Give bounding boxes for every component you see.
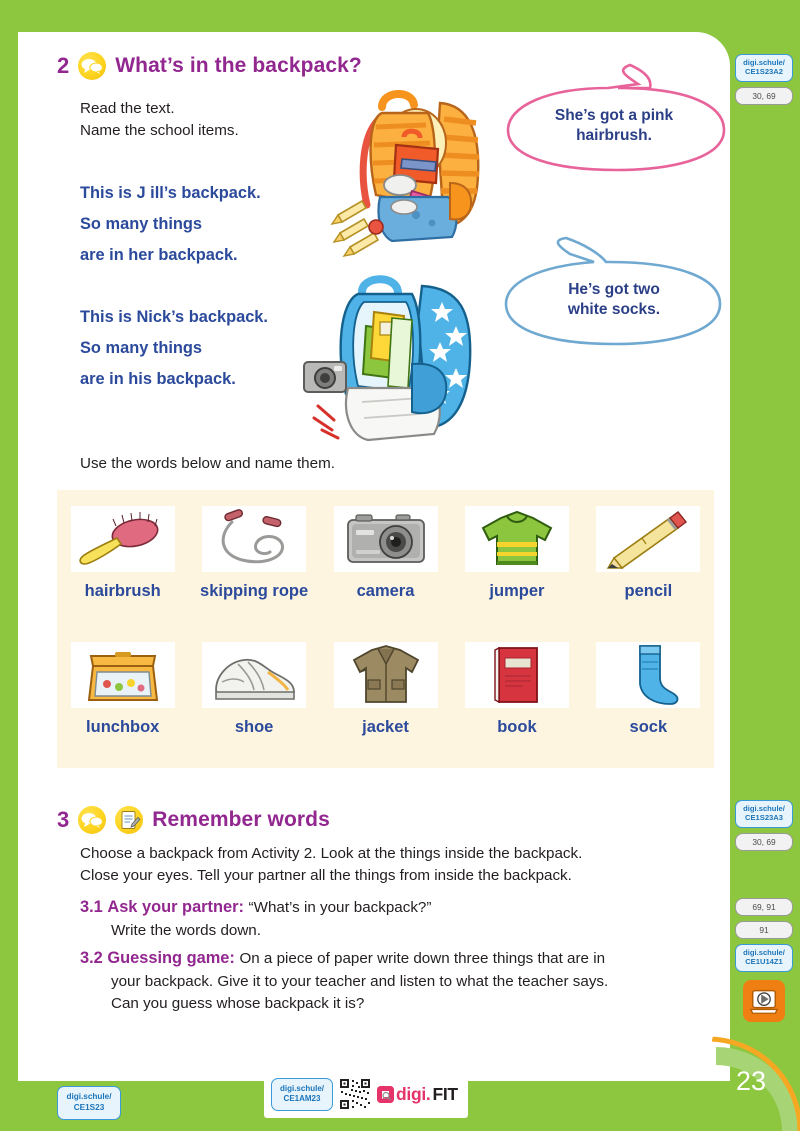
- vocab-label-jumper: jumper: [489, 582, 545, 600]
- jill-text-line-3: are in her backpack.: [80, 246, 238, 264]
- jill-backpack-illustration: [320, 75, 505, 260]
- activity-3-2-number: 3.2: [80, 949, 103, 967]
- activity-3-2-line: [80, 948, 605, 969]
- digischule-code-badge-1[interactable]: [735, 54, 793, 82]
- activity-2-instruction-1: Read the text.: [80, 100, 175, 117]
- speech-bubbles-icon: [78, 52, 106, 80]
- activity-2-instruction-2: Name the school items.: [80, 122, 239, 139]
- sidebar-badge-group-1: [733, 54, 795, 105]
- jumper-image: [465, 506, 569, 572]
- activity-2-heading: [57, 52, 362, 80]
- shoe-image: [202, 642, 306, 708]
- digifit-text-b: FIT: [432, 1083, 458, 1104]
- sidebar-badge-group-3: [733, 898, 795, 1022]
- sidebar-badge-group-2: [733, 800, 795, 851]
- activity-3-1-quote: “What’s in your backpack?”: [248, 899, 432, 916]
- activity-3-number: 3: [57, 807, 70, 832]
- digischule-prefix: digi.schule/: [279, 1083, 324, 1093]
- nick-text-line-1: This is Nick’s backpack.: [80, 308, 268, 326]
- digischule-prefix: digi.schule/: [66, 1092, 112, 1101]
- vocabulary-row-2: [57, 642, 714, 737]
- vocab-item-shoe[interactable]: [188, 642, 319, 737]
- nick-backpack-illustration: [292, 268, 492, 448]
- activity-3-intro-1: Choose a backpack from Activity 2. Look at the things inside the backpack.: [80, 845, 583, 862]
- use-words-instruction: Use the words below and name them.: [80, 455, 335, 472]
- speech-bubbles-icon: [78, 806, 106, 834]
- digischule-prefix: digi.schule/: [743, 58, 785, 67]
- digifit-logo[interactable]: [377, 1084, 458, 1105]
- camera-image: [334, 506, 438, 572]
- bubble-blue-line-2: white socks.: [567, 301, 661, 318]
- page-ref-badge-2[interactable]: 30, 69: [735, 833, 793, 851]
- speech-bubble-blue: [500, 236, 728, 348]
- activity-3-2-line-2: your backpack. Give it to your teacher and listen to what the teacher says.: [111, 973, 609, 990]
- vocab-label-skipping-rope: skipping rope: [200, 582, 309, 600]
- book-image: [465, 642, 569, 708]
- jill-text-line-2: So many things: [80, 215, 203, 233]
- vocabulary-row-1: [57, 506, 714, 601]
- jacket-image: [334, 642, 438, 708]
- activity-2-number: 2: [57, 53, 70, 78]
- vocab-item-lunchbox[interactable]: [57, 642, 188, 737]
- digifit-text-a: digi.: [396, 1083, 431, 1104]
- activity-3-1-label: Ask your partner:: [107, 898, 244, 916]
- footer-digifit-block: [264, 1070, 468, 1118]
- digischule-code: CE1S23A3: [745, 813, 783, 823]
- vocab-label-jacket: jacket: [362, 718, 409, 736]
- activity-3-1-number: 3.1: [80, 898, 103, 916]
- lunchbox-image: [71, 642, 175, 708]
- notepad-pencil-icon: [115, 806, 143, 834]
- activity-3-1-line: [80, 897, 431, 918]
- vocab-label-book: book: [497, 718, 537, 736]
- vocab-label-shoe: shoe: [234, 718, 274, 736]
- activity-3-2-label: Guessing game:: [107, 949, 235, 967]
- digischule-code: CE1AM23: [283, 1093, 321, 1103]
- page-ref-badge-3a[interactable]: 69, 91: [735, 898, 793, 916]
- vocab-item-camera[interactable]: [320, 506, 451, 601]
- activity-3-title: Remember words: [152, 808, 330, 831]
- footer-digischule-badge-left[interactable]: [57, 1086, 121, 1120]
- hairbrush-image: [71, 506, 175, 572]
- vocab-item-skipping-rope[interactable]: [188, 506, 319, 601]
- digischule-prefix: digi.schule/: [743, 804, 785, 813]
- nick-text-line-3: are in his backpack.: [80, 370, 236, 388]
- activity-3-1-line-2: Write the words down.: [111, 922, 261, 939]
- vocab-item-hairbrush[interactable]: [57, 506, 188, 601]
- vocab-item-book[interactable]: [451, 642, 582, 737]
- page-number-block: [676, 1031, 800, 1131]
- vocab-item-jacket[interactable]: [320, 642, 451, 737]
- footer-left-badge: [57, 1086, 121, 1120]
- vocab-item-sock[interactable]: [583, 642, 714, 737]
- footer-digischule-badge-right[interactable]: [271, 1078, 333, 1111]
- digischule-prefix: digi.schule/: [743, 948, 785, 957]
- jill-text-line-1: This is J ill’s backpack.: [80, 184, 261, 202]
- nick-text-line-2: So many things: [80, 339, 203, 357]
- vocab-label-hairbrush: hairbrush: [84, 582, 161, 600]
- activity-3-2-line-3: Can you guess whose backpack it is?: [111, 995, 365, 1012]
- sock-image: [596, 642, 700, 708]
- activity-2-title: What’s in the backpack?: [115, 54, 362, 77]
- bubble-blue-line-1: He’s got two: [568, 281, 660, 298]
- digischule-code-badge-3[interactable]: [735, 944, 793, 972]
- vocab-item-jumper[interactable]: [451, 506, 582, 601]
- qr-code-icon[interactable]: [339, 1078, 371, 1110]
- digischule-code-badge-2[interactable]: [735, 800, 793, 828]
- vocab-label-lunchbox: lunchbox: [86, 718, 160, 736]
- page-ref-badge-3b[interactable]: 91: [735, 921, 793, 939]
- activity-3-2-line-1: On a piece of paper write down three things that are in: [239, 950, 606, 967]
- vocab-label-pencil: pencil: [624, 582, 673, 600]
- bubble-pink-line-2: hairbrush.: [576, 127, 652, 144]
- digifit-logo-icon: [377, 1086, 394, 1103]
- activity-3-heading: [57, 806, 330, 834]
- vocabulary-panel: [57, 490, 714, 768]
- vocab-label-sock: sock: [629, 718, 668, 736]
- pencil-image: [596, 506, 700, 572]
- vocab-label-camera: camera: [356, 582, 415, 600]
- page-ref-badge-1[interactable]: 30, 69: [735, 87, 793, 105]
- activity-3-intro-2: Close your eyes. Tell your partner all the things from inside the backpack.: [80, 867, 572, 884]
- laptop-icon[interactable]: [743, 980, 785, 1022]
- speech-bubble-pink: [500, 62, 728, 174]
- skipping-rope-image: [202, 506, 306, 572]
- page-number: 23: [735, 1066, 766, 1096]
- digischule-code: CE1S23A2: [745, 67, 783, 77]
- bubble-pink-line-1: She’s got a pink: [554, 107, 674, 124]
- vocab-item-pencil[interactable]: [583, 506, 714, 601]
- digischule-code: CE1S23: [73, 1102, 105, 1112]
- digischule-code: CE1U14Z1: [745, 957, 783, 967]
